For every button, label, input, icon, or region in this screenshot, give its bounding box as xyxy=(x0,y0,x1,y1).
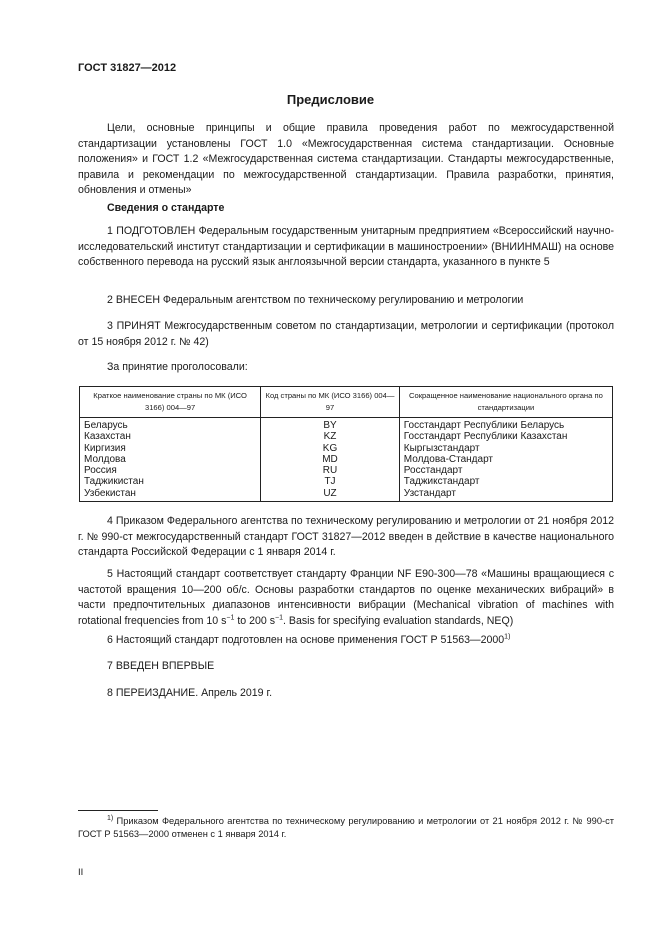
footnote-separator xyxy=(78,810,158,811)
country-cell: Россия xyxy=(80,465,261,476)
code-cell: KG xyxy=(261,443,400,454)
intro-paragraph: Цели, основные принципы и общие правила проведения работ по межгосударственной стандартизации установлены ГОСТ 1.0 «Межгосударственная система стандартизации. Основные положения» и ГОСТ 1.2 «Межгосударственная система стандартизации. Стандарты межгосударственные, правила и рекомендации по межгосударственной стандартизации. Правила разработки, принятия, обновления и отмены» xyxy=(78,122,614,196)
footnote-reference: 1) xyxy=(504,633,511,641)
country-cell: Казахстан xyxy=(80,431,261,442)
item-5-superscript-2: −1 xyxy=(275,613,283,621)
authority-cell: Таджикстандарт xyxy=(399,476,612,487)
country-cell: Узбекистан xyxy=(80,488,261,502)
voting-table xyxy=(79,386,613,502)
code-cell: MD xyxy=(261,454,400,465)
authority-cell: Узстандарт xyxy=(399,488,612,502)
country-cell: Беларусь xyxy=(80,418,261,432)
code-cell: RU xyxy=(261,465,400,476)
table-row xyxy=(80,443,613,454)
item-3-paragraph: 3 ПРИНЯТ Межгосударственным советом по стандартизации, метрологии и сертификации (протокол от 15 ноября 2012 г. № 42) xyxy=(78,320,614,348)
authority-cell: Молдова-Стандарт xyxy=(399,454,612,465)
section-heading: Сведения о стандарте xyxy=(107,202,225,214)
authority-cell: Кыргызстандарт xyxy=(399,443,612,454)
item-6-text: 6 Настоящий стандарт подготовлен на основе применения ГОСТ Р 51563—2000 xyxy=(107,634,505,646)
country-cell: Молдова xyxy=(80,454,261,465)
voted-label: За принятие проголосовали: xyxy=(107,361,248,373)
authority-cell: Госстандарт Республики Беларусь xyxy=(399,418,612,432)
table-row xyxy=(80,488,613,502)
table-row xyxy=(80,465,613,476)
item-4-paragraph: 4 Приказом Федерального агентства по техническому регулированию и метрологии от 21 ноября 2012 г. № 990-ст межгосударственный стандарт ГОСТ 31827—2012 введен в действие в качестве национального стандарта Российской Федерации с 1 января 2014 г. xyxy=(78,515,614,558)
country-cell: Таджикистан xyxy=(80,476,261,487)
table-header-authority: Сокращенное наименование национального органа по стандартизации xyxy=(399,387,612,418)
item-5-paragraph xyxy=(78,567,614,629)
table-header-row xyxy=(80,387,613,418)
page-number: II xyxy=(78,867,84,878)
footnote xyxy=(78,815,614,841)
code-cell: UZ xyxy=(261,488,400,502)
item-8-paragraph: 8 ПЕРЕИЗДАНИЕ. Апрель 2019 г. xyxy=(107,687,273,699)
footnote-text: Приказом Федерального агентства по техническому регулированию и метрологии от 21 ноября 2012 г. № 990-ст ГОСТ Р 51563—2000 отменен с 1 января 2014 г. xyxy=(78,816,614,839)
document-id-header: ГОСТ 31827—2012 xyxy=(78,62,177,74)
authority-cell: Госстандарт Республики Казахстан xyxy=(399,431,612,442)
item-5-text-c: . Basis for specifying evaluation standards, NEQ) xyxy=(283,614,514,627)
item-7-paragraph: 7 ВВЕДЕН ВПЕРВЫЕ xyxy=(107,660,215,672)
item-5-text-a: 5 Настоящий стандарт соответствует стандарту Франции NF E90-300—78 «Машины вращающиеся с частотой вращения 10—200 об/с. Основы разработки стандартов по оценке механических вибраций» в части предпочтительных диапазонов интенсивности вибрации (Mechanical vibration of machines with rotational frequencies from 10 s xyxy=(78,568,614,627)
table-header-code: Код страны по МК (ИСО 3166) 004—97 xyxy=(261,387,400,418)
table-row xyxy=(80,476,613,487)
item-1-paragraph: 1 ПОДГОТОВЛЕН Федеральным государственным унитарным предприятием «Всероссийский научно-исследовательский институт стандартизации и сертификации в машиностроении» (ВНИИНМАШ) на основе собственного перевода на русский язык англоязычной версии стандарта, указанного в пункте 5 xyxy=(78,225,614,268)
table-header-country: Краткое наименование страны по МК (ИСО 3166) 004—97 xyxy=(80,387,261,418)
item-5-text-b: to 200 s xyxy=(234,614,276,627)
authority-cell: Росстандарт xyxy=(399,465,612,476)
table-row xyxy=(80,431,613,442)
code-cell: BY xyxy=(261,418,400,432)
table-row xyxy=(80,454,613,465)
table-row xyxy=(80,418,613,432)
item-6-paragraph xyxy=(78,633,614,649)
page-title: Предисловие xyxy=(286,92,375,107)
item-5-superscript-1: −1 xyxy=(226,613,235,621)
footnote-mark: 1) xyxy=(107,814,114,822)
code-cell: KZ xyxy=(261,431,400,442)
country-cell: Киргизия xyxy=(80,443,261,454)
code-cell: TJ xyxy=(261,476,400,487)
item-2-paragraph: 2 ВНЕСЕН Федеральным агентством по техническому регулированию и метрологии xyxy=(107,294,524,306)
